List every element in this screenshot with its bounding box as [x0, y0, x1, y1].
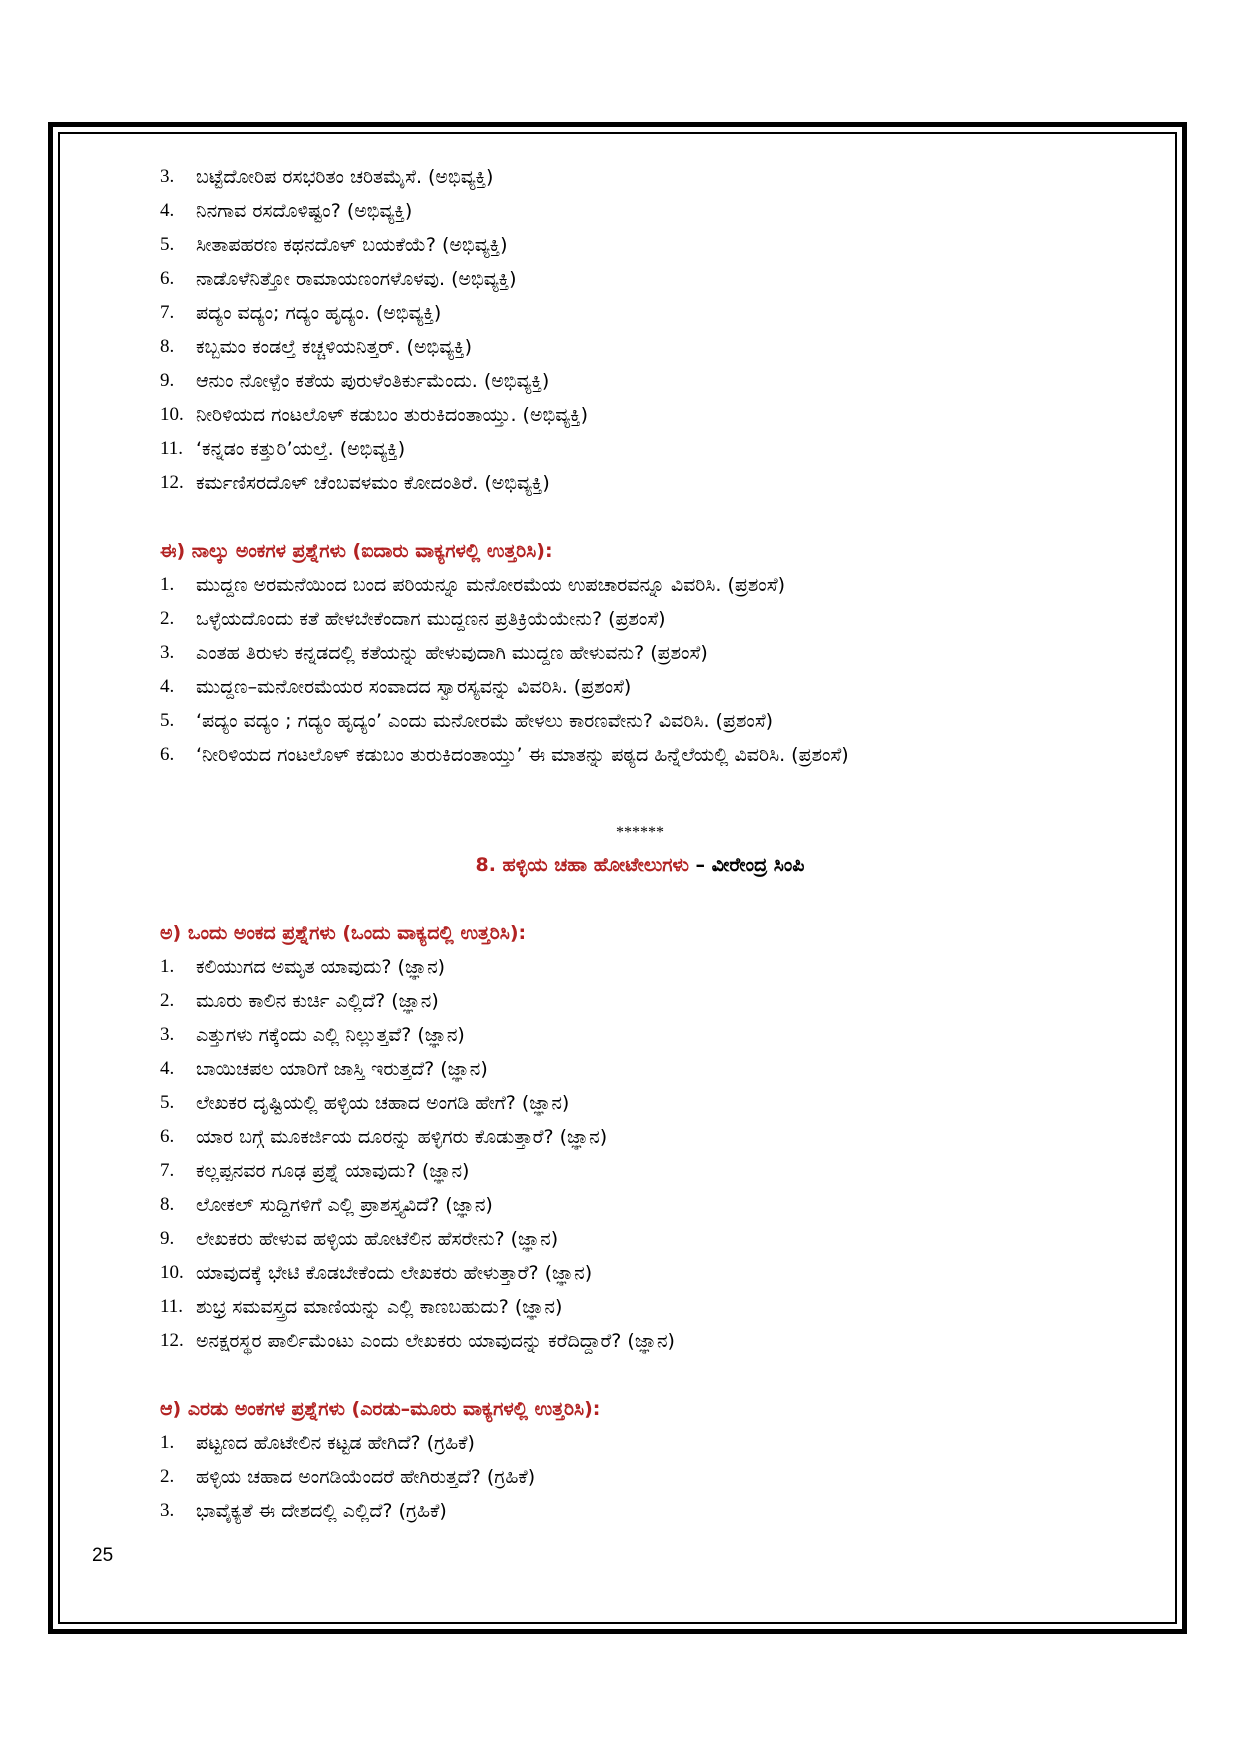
question-item: 7. ಪದ್ಯಂ ವದ್ಯಂ; ಗದ್ಯಂ ಹೃದ್ಯಂ. (ಅಭಿವ್ಯಕ್ತಿ) — [160, 302, 442, 324]
question-item: 11. ‘ಕನ್ನಡಂ ಕತ್ತುರಿ’ಯಲ್ತೆ. (ಅಭಿವ್ಯಕ್ತಿ) — [160, 438, 406, 460]
question-item: 3. ಭಾವೈಕ್ಯತೆ ಈ ದೇಶದಲ್ಲಿ ಎಲ್ಲಿದೆ? (ಗ್ರಹಿಕೆ) — [160, 1500, 447, 1522]
section-separator: ****** — [616, 824, 664, 841]
question-item: 3. ಬಟ್ಟೆದೋರಿಪ ರಸಭರಿತಂ ಚರಿತಮೈಸೆ. (ಅಭಿವ್ಯಕ್ತಿ) — [160, 166, 494, 188]
question-item: 3. ಎತ್ತುಗಳು ಗಕ್ಕೆಂದು ಎಲ್ಲಿ ನಿಲ್ಲುತ್ತವೆ? (ಜ್ಞಾನ) — [160, 1024, 465, 1046]
question-item: 7. ಕಲ್ಲಪ್ಪನವರ ಗೂಢ ಪ್ರಶ್ನೆ ಯಾವುದು? (ಜ್ಞಾನ) — [160, 1160, 470, 1182]
question-item: 12. ಅನಕ್ಷರಸ್ಥರ ಪಾರ್ಲಿಮೆಂಟು ಎಂದು ಲೇಖಕರು ಯಾವುದನ್ನು ಕರೆದಿದ್ದಾರೆ? (ಜ್ಞಾನ) — [160, 1330, 675, 1352]
question-item: 4. ಬಾಯಿಚಪಲ ಯಾರಿಗೆ ಜಾಸ್ತಿ ಇರುತ್ತದೆ? (ಜ್ಞಾನ) — [160, 1058, 488, 1080]
page-content — [160, 160, 1120, 1528]
section-heading: ಈ) ನಾಲ್ಕು ಅಂಕಗಳ ಪ್ರಶ್ನೆಗಳು (ಐದಾರು ವಾಕ್ಯಗಳಲ್ಲಿ ಉತ್ತರಿಸಿ): — [160, 540, 553, 562]
section-two-mark-questions — [160, 1392, 1120, 1528]
question-item: 2. ಒಳ್ಳೆಯದೊಂದು ಕತೆ ಹೇಳಬೇಕೆಂದಾಗ ಮುದ್ದಣನ ಪ್ರತಿಕ್ರಿಯೆಯೇನು? (ಪ್ರಶಂಸೆ) — [160, 608, 666, 630]
section-one-mark-questions — [160, 916, 1120, 1358]
chapter-author: – ವೀರೇಂದ್ರ ಸಿಂಪಿ — [688, 854, 805, 876]
question-item: 9. ಆನುಂ ನೋಳ್ಪೆಂ ಕತೆಯ ಪುರುಳೆಂತಿರ್ಕುಮೆಂದು. (ಅಭಿವ್ಯಕ್ತಿ) — [160, 370, 550, 392]
question-item: 6. ಯಾರ ಬಗ್ಗೆ ಮೂಕರ್ಜಿಯ ದೂರನ್ನು ಹಳ್ಳಿಗರು ಕೊಡುತ್ತಾರೆ? (ಜ್ಞಾನ) — [160, 1126, 608, 1148]
section-heading: ಆ) ಎರಡು ಅಂಕಗಳ ಪ್ರಶ್ನೆಗಳು (ಎರಡು–ಮೂರು ವಾಕ್ಯಗಳಲ್ಲಿ ಉತ್ತರಿಸಿ): — [160, 1398, 601, 1420]
question-item: 11. ಶುಭ್ರ ಸಮವಸ್ತ್ರದ ಮಾಣಿಯನ್ನು ಎಲ್ಲಿ ಕಾಣಬಹುದು? (ಜ್ಞಾನ) — [160, 1296, 563, 1318]
question-item: 6. ‘ನೀರಿಳಿಯದ ಗಂಟಲೊಳ್ ಕಡುಬಂ ತುರುಕಿದಂತಾಯ್ತು’ ಈ ಮಾತನ್ನು ಪಠ್ಯದ ಹಿನ್ನೆಲೆಯಲ್ಲಿ ವಿವರಿಸಿ. (ಪ್ರಶಂಸೆ) — [160, 744, 849, 766]
question-item: 5. ‘ಪದ್ಯಂ ವದ್ಯಂ ; ಗದ್ಯಂ ಹೃದ್ಯಂ’ ಎಂದು ಮನೋರಮೆ ಹೇಳಲು ಕಾರಣವೇನು? ವಿವರಿಸಿ. (ಪ್ರಶಂಸೆ) — [160, 710, 774, 732]
question-item: 4. ನಿನಗಾವ ರಸದೊಳಿಷ್ಟಂ? (ಅಭಿವ್ಯಕ್ತಿ) — [160, 200, 413, 222]
section-heading: ಅ) ಒಂದು ಅಂಕದ ಪ್ರಶ್ನೆಗಳು (ಒಂದು ವಾಕ್ಯದಲ್ಲಿ ಉತ್ತರಿಸಿ): — [160, 922, 527, 944]
section-four-mark-questions — [160, 534, 1120, 772]
question-item: 3. ಎಂತಹ ತಿರುಳು ಕನ್ನಡದಲ್ಲಿ ಕತೆಯನ್ನು ಹೇಳುವುದಾಗಿ ಮುದ್ದಣ ಹೇಳುವನು? (ಪ್ರಶಂಸೆ) — [160, 642, 708, 664]
page-number: 25 — [92, 1545, 114, 1566]
question-item: 1. ಪಟ್ಟಣದ ಹೊಟೇಲಿನ ಕಟ್ಟಡ ಹೇಗಿದೆ? (ಗ್ರಹಿಕೆ) — [160, 1432, 475, 1454]
question-item: 4. ಮುದ್ದಣ–ಮನೋರಮೆಯರ ಸಂವಾದದ ಸ್ವಾರಸ್ಯವನ್ನು ವಿವರಿಸಿ. (ಪ್ರಶಂಸೆ) — [160, 676, 632, 698]
chapter-title — [160, 848, 1120, 882]
question-item: 6. ನಾಡೊಳೆನಿತ್ತೋ ರಾಮಾಯಣಂಗಳೊಳವು. (ಅಭಿವ್ಯಕ್ತಿ) — [160, 268, 517, 290]
question-item: 12. ಕರ್ಮಣಿಸರದೊಳ್ ಚೆಂಬವಳಮಂ ಕೋದಂತಿರೆ. (ಅಭಿವ್ಯಕ್ತಿ) — [160, 472, 550, 494]
question-item: 5. ಲೇಖಕರ ದೃಷ್ಟಿಯಲ್ಲಿ ಹಳ್ಳಿಯ ಚಹಾದ ಅಂಗಡಿ ಹೇಗೆ? (ಜ್ಞಾನ) — [160, 1092, 570, 1114]
question-item: 2. ಹಳ್ಳಿಯ ಚಹಾದ ಅಂಗಡಿಯೆಂದರೆ ಹೇಗಿರುತ್ತದೆ? (ಗ್ರಹಿಕೆ) — [160, 1466, 536, 1488]
question-item: 8. ಕಬ್ಬಮಂ ಕಂಡಲ್ತೆ ಕಚ್ಚಳಿಯನಿತ್ತರ್. (ಅಭಿವ್ಯಕ್ತಿ) — [160, 336, 472, 358]
question-item: 1. ಕಲಿಯುಗದ ಅಮೃತ ಯಾವುದು? (ಜ್ಞಾನ) — [160, 956, 446, 978]
chapter-name: 8. ಹಳ್ಳಿಯ ಚಹಾ ಹೋಟೇಲುಗಳು — [475, 854, 689, 876]
question-item: 10. ನೀರಿಳಿಯದ ಗಂಟಲೊಳ್ ಕಡುಬಂ ತುರುಕಿದಂತಾಯ್ತು. (ಅಭಿವ್ಯಕ್ತಿ) — [160, 404, 589, 426]
question-item: 8. ಲೋಕಲ್ ಸುದ್ದಿಗಳಿಗೆ ಎಲ್ಲಿ ಪ್ರಾಶಸ್ತ್ಯವಿದೆ? (ಜ್ಞಾನ) — [160, 1194, 493, 1216]
question-item: 2. ಮೂರು ಕಾಲಿನ ಕುರ್ಚಿ ಎಲ್ಲಿದೆ? (ಜ್ಞಾನ) — [160, 990, 439, 1012]
question-item: 5. ಸೀತಾಪಹರಣ ಕಥನದೊಳ್ ಬಯಕೆಯೆ? (ಅಭಿವ್ಯಕ್ತಿ) — [160, 234, 508, 256]
section-expression-questions — [160, 160, 1120, 500]
question-item: 9. ಲೇಖಕರು ಹೇಳುವ ಹಳ್ಳಿಯ ಹೋಟೆಲಿನ ಹೆಸರೇನು? (ಜ್ಞಾನ) — [160, 1228, 559, 1250]
question-item: 10. ಯಾವುದಕ್ಕೆ ಭೇಟಿ ಕೊಡಬೇಕೆಂದು ಲೇಖಕರು ಹೇಳುತ್ತಾರೆ? (ಜ್ಞಾನ) — [160, 1262, 593, 1284]
question-item: 1. ಮುದ್ದಣ ಅರಮನೆಯಿಂದ ಬಂದ ಪರಿಯನ್ನೂ ಮನೋರಮೆಯ ಉಪಚಾರವನ್ನೂ ವಿವರಿಸಿ. (ಪ್ರಶಂಸೆ) — [160, 574, 785, 596]
